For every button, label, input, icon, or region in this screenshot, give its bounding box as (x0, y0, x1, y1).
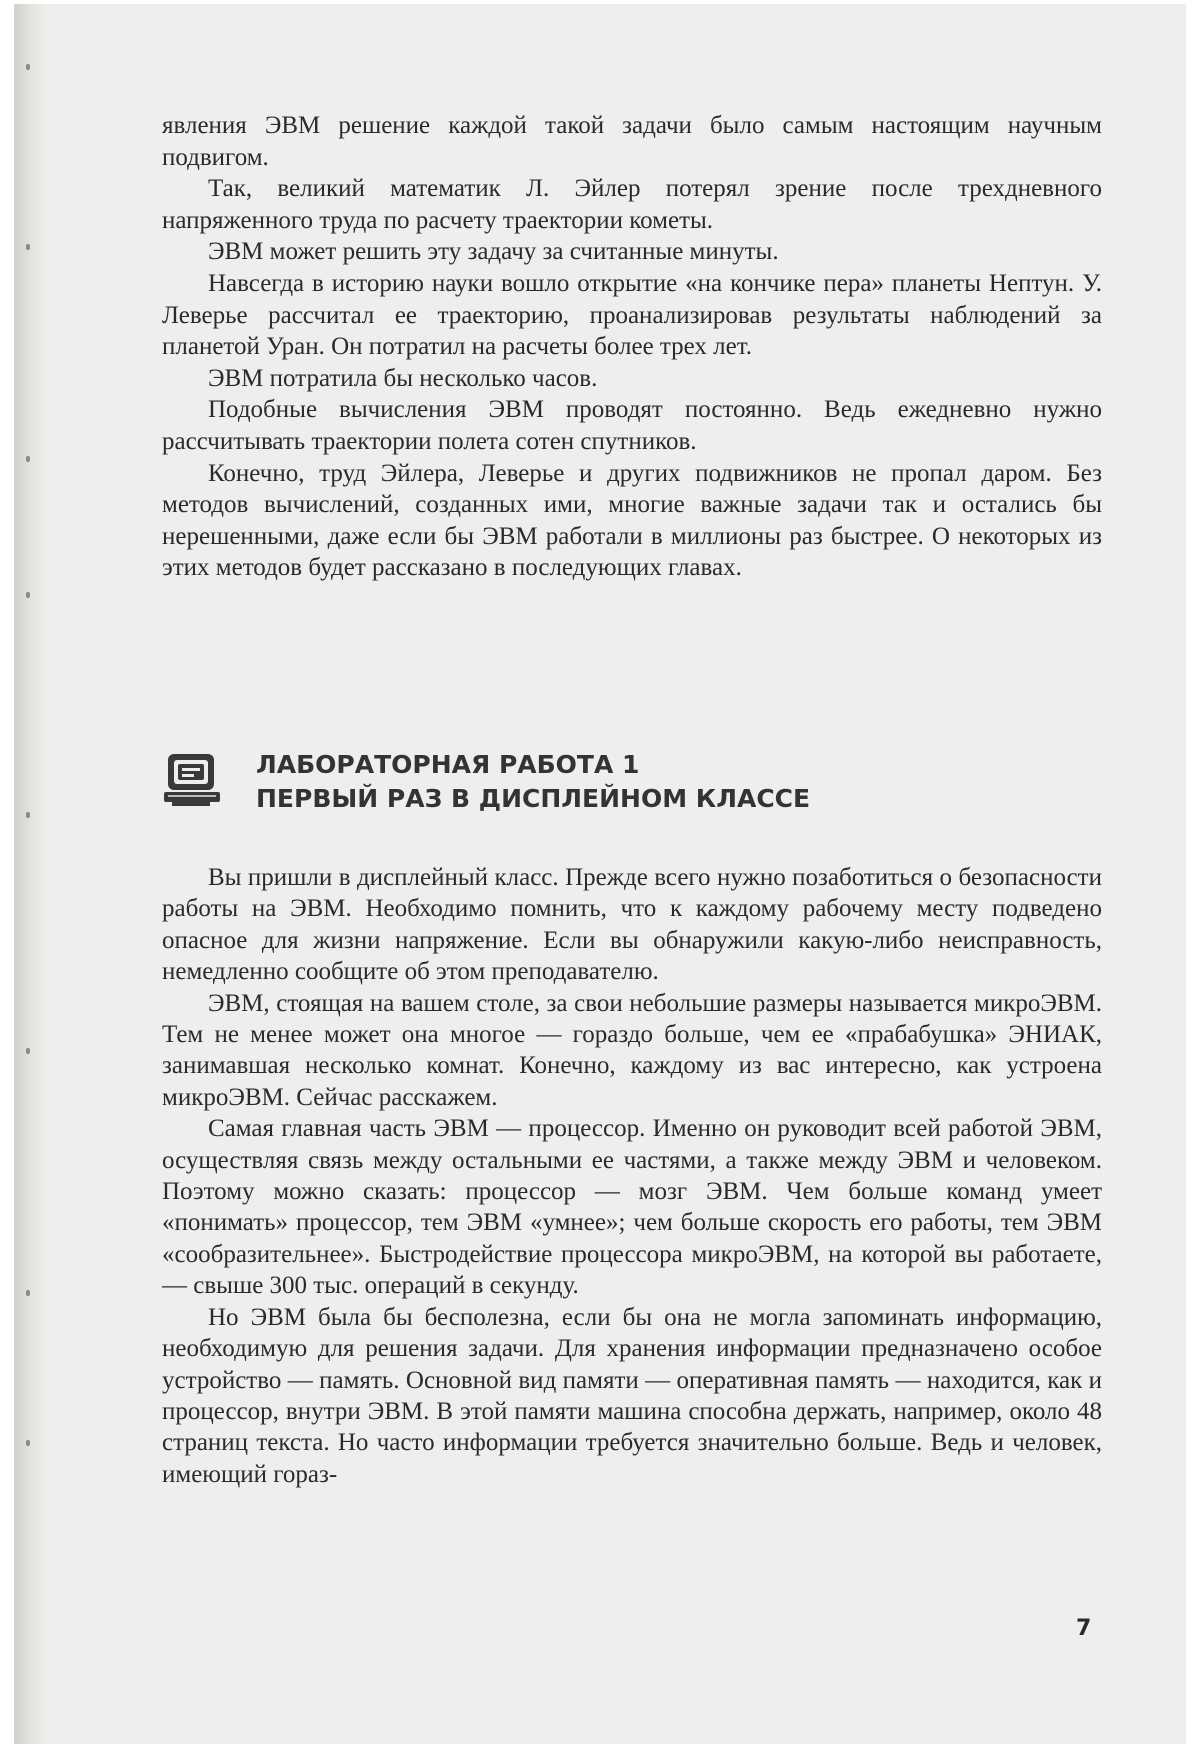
binding-mark (26, 244, 30, 250)
paragraph: ЭВМ потратила бы несколько часов. (208, 364, 598, 392)
page-spine-shadow (14, 4, 48, 1744)
paragraph: Так, великий математик Л. Эйлер потерял зрение после трехдневного напряженного труда по расчету траектории кометы. (162, 175, 1102, 234)
binding-mark (26, 64, 30, 70)
binding-mark (26, 1048, 30, 1054)
page-number: 7 (1076, 1616, 1092, 1641)
book-page (14, 4, 1186, 1744)
lab-work-heading (162, 748, 1102, 840)
paragraph: явления ЭВМ решение каждой такой задачи было самым настоящим научным подвигом. (162, 112, 1102, 171)
lab-title: ЛАБОРАТОРНАЯ РАБОТА 1 (256, 750, 640, 779)
computer-terminal-icon (162, 752, 224, 808)
paragraph: ЭВМ может решить эту задачу за считанные минуты. (208, 238, 779, 266)
binding-mark (26, 812, 30, 818)
paragraph: Конечно, труд Эйлера, Леверье и других подвижников не пропал даром. Без методов вычислений, созданных ими, многие важные задачи так и остались бы нерешенными, даже если бы ЭВМ работали в миллионы раз быстрее. О некоторых из этих методов будет рассказано в последующих главах. (162, 459, 1102, 582)
paragraph: Но ЭВМ была бы бесполезна, если бы она не могла запоминать информацию, необходимую для решения задачи. Для хранения информации предназначено особое устройство — память. Основной вид памяти — оперативная память — находится, как и процессор, внутри ЭВМ. В этой памяти машина способна держать, например, около 48 страниц текста. Но часто информации требуется значительно больше. Ведь и человек, имеющий гораз- (162, 1303, 1102, 1488)
paragraph: Вы пришли в дисплейный класс. Прежде всего нужно позаботиться о безопасности работы на ЭВМ. Необходимо помнить, что к каждому рабочему месту подведено опасное для жизни напряжение. Если вы обнаружили какую-либо неисправность, немедленно сообщите об этом преподавателю. (162, 864, 1102, 986)
paragraph: Самая главная часть ЭВМ — процессор. Именно он руководит всей работой ЭВМ, осуществляя связь между остальными ее частями, а также между ЭВМ и человеком. Поэтому можно сказать: процессор — мозг ЭВМ. Чем больше команд умеет «понимать» процессор, тем ЭВМ «умнее»; чем больше скорость его работы, тем ЭВМ «сообразительнее». Быстродействие процессора микроЭВМ, на которой вы работаете,— свыше 300 тыс. операций в секунду. (162, 1115, 1102, 1300)
binding-mark (26, 1440, 30, 1446)
paragraph: Подобные вычисления ЭВМ проводят постоянно. Ведь ежедневно нужно рассчитывать траектории полета сотен спутников. (162, 396, 1102, 455)
binding-mark (26, 456, 30, 462)
binding-mark (26, 1290, 30, 1296)
binding-mark (26, 592, 30, 598)
body-text-bottom (162, 862, 1102, 1490)
paragraph: Навсегда в историю науки вошло открытие «на кончике пера» планеты Нептун. У. Леверье рассчитал ее траекторию, проанализировав результаты наблюдений за планетой Уран. Он потратил на расчеты более трех лет. (162, 269, 1102, 361)
body-text-top (162, 110, 1102, 584)
lab-subtitle: ПЕРВЫЙ РАЗ В ДИСПЛЕЙНОМ КЛАССЕ (256, 784, 811, 813)
lab-titles (256, 748, 810, 816)
paragraph: ЭВМ, стоящая на вашем столе, за свои небольшие размеры называется микроЭВМ. Тем не менее может она многое — гораздо больше, чем ее «прабабушка» ЭНИАК, занимавшая несколько комнат. Конечно, каждому из вас интересно, как устроена микроЭВМ. Сейчас расскажем. (162, 989, 1102, 1111)
